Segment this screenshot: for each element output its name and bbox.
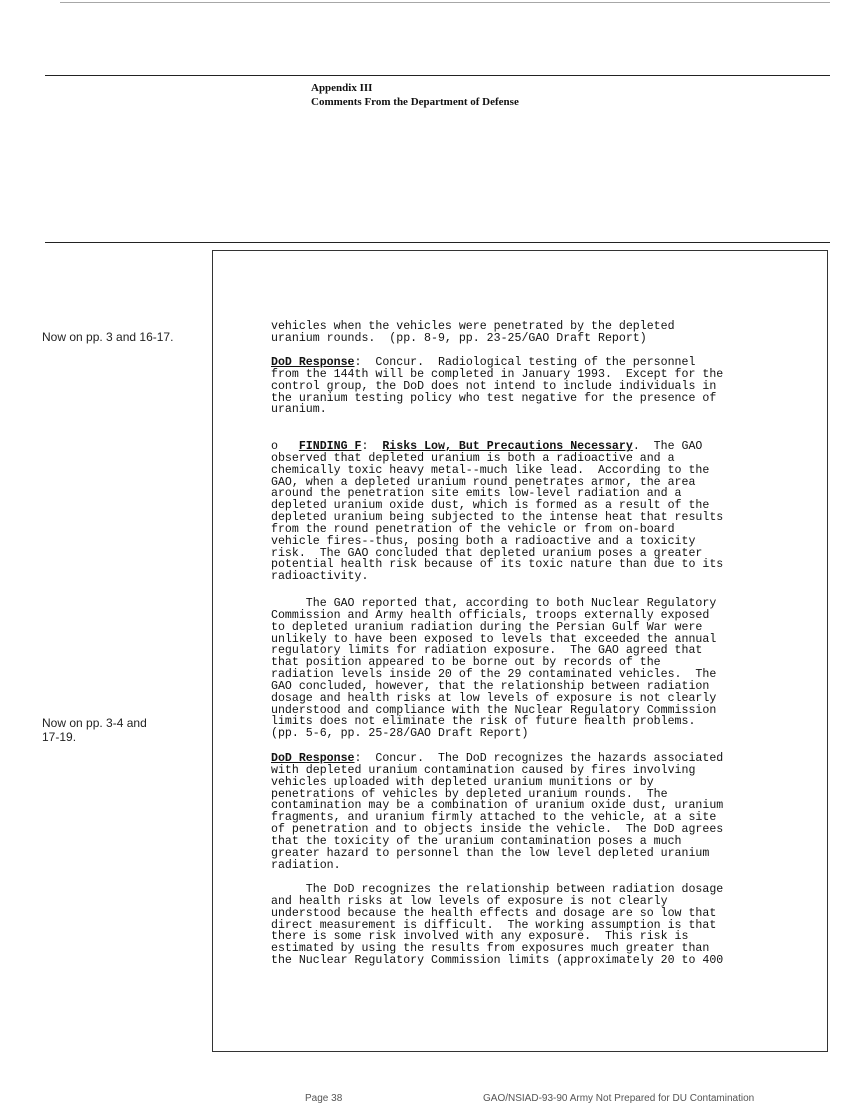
dod-recognizes-paragraph: The DoD recognizes the relationship between radiation dosage and health risks at low levels of exposure is not clearly understood because the health effects and dosage are so low that direct measurement is difficult. The working assumption is that there is some risk involved with any exposure. This risk is estimated by using the results from exposures much greater than the Nuclear Regulatory Commission limits (approximately 20 to 400 — [271, 883, 724, 968]
dod-response-label: DoD Response — [271, 752, 355, 765]
finding-colon: : — [361, 440, 383, 453]
finding-label: FINDING F — [298, 440, 362, 453]
page-number: Page 38 — [305, 1093, 343, 1104]
finding-f — [271, 441, 723, 583]
report-id: GAO/NSIAD-93-90 Army Not Prepared for DU Contamination — [483, 1093, 755, 1104]
dod-response-text: : Concur. Radiological testing of the personnel from the 144th will be completed in January 1993. Except for the control group, the DoD does not intend to include individuals in the uranium testing policy who test negative for the presence of uranium. — [271, 356, 724, 417]
bullet: o — [271, 440, 299, 453]
section-rule — [45, 242, 830, 243]
margin-note-2: Now on pp. 3-4 and 17-19. — [42, 716, 147, 744]
dod-response-label: DoD Response — [271, 356, 355, 369]
margin-note-1: Now on pp. 3 and 16-17. — [42, 330, 174, 344]
dod-response-2 — [271, 753, 723, 871]
dod-response-text: : Concur. The DoD recognizes the hazards associated with depleted uranium contamination caused by fires involving vehicles uploaded with depleted uranium munitions or by penetrations of vehicles by depleted uranium rounds. The contamination may be a combination of uranium oxide dust, uranium fragments, and uranium firmly attached to the vehicle, at a site of penetration and to objects inside the vehicle. The DoD agrees that the toxicity of the uranium contamination poses a much greater hazard to personnel than the low level depleted uranium radiation. — [271, 752, 724, 872]
dod-response-1 — [271, 357, 723, 416]
header-rule — [45, 75, 830, 76]
finding-text: . The GAO observed that depleted uranium is both a radioactive and a chemically toxic heavy metal--much like lead. According to the GAO, when a depleted uranium round penetrates armor, the area around the penetration site emits low-level radiation and a depleted uranium oxide dust, which is formed as a result of the depleted uranium being subjected to the intense heat that results from the round penetration of the vehicle or from on-board vehicle fires--thus, posing both a radioactive and a toxicity risk. The GAO concluded that depleted uranium poses a greater potential health risk because of its toxic nature than due to its radioactivity. — [271, 440, 724, 584]
gao-report-paragraph: The GAO reported that, according to both Nuclear Regulatory Commission and Army health officials, troops externally exposed to depleted uranium radiation during the Persian Gulf War were unlikely to have been exposed to levels that exceeded the annual regulatory limits for radiation exposure. The GAO agreed that that position appeared to be borne out by records of the radiation levels inside 20 of the 29 contaminated vehicles. The GAO concluded, however, that the relationship between radiation dosage and health risks at low levels of exposure is not clearly understood and compliance with the Nuclear Regulatory Commission limits does not eliminate the risk of future health problems. (pp. 5-6, pp. 25-28/GAO Draft Report) — [271, 597, 717, 741]
page-title: Comments From the Department of Defense — [311, 96, 519, 108]
finding-title: Risks Low, But Precautions Necessary — [382, 440, 633, 453]
top-scan-rule — [60, 2, 830, 3]
paragraph-continuation: vehicles when the vehicles were penetrated by the depleted uranium rounds. (pp. 8-9, pp. 23-25/GAO Draft Report) — [271, 320, 675, 345]
appendix-label: Appendix III — [311, 82, 373, 94]
